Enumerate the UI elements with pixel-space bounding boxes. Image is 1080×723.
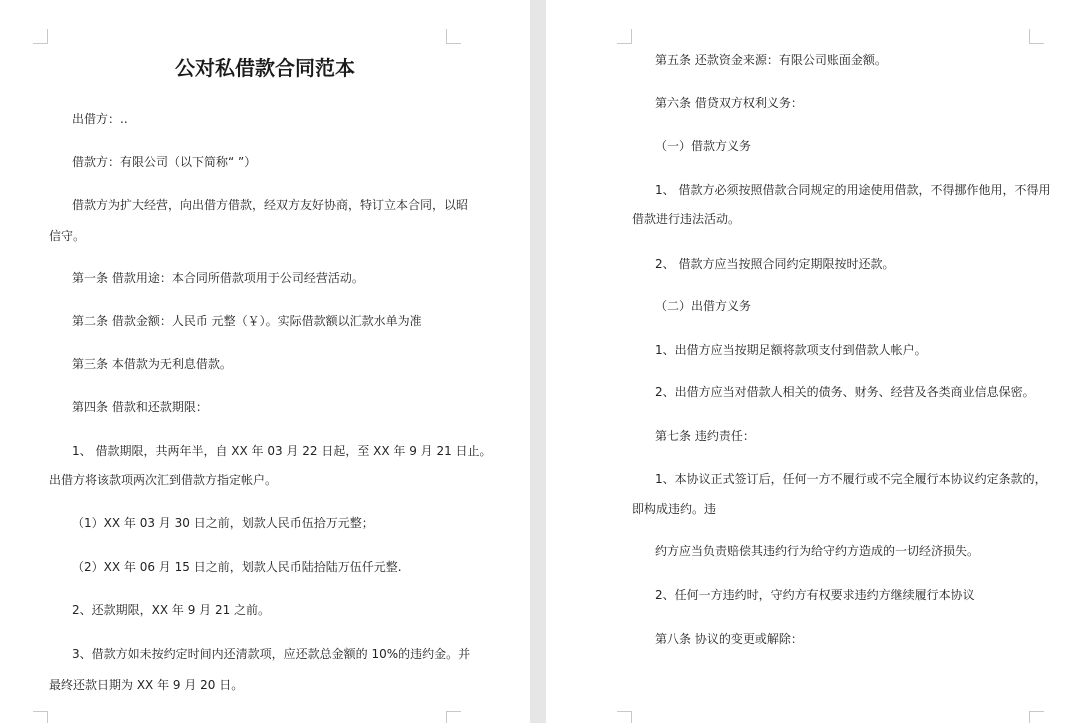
article-8: 第八条 协议的变更或解除： — [655, 632, 803, 646]
corner-mark-top-left — [33, 29, 48, 44]
article-7: 第七条 违约责任： — [655, 429, 755, 443]
borrower-duty-1-line2: 借款进行违法活动。 — [632, 212, 741, 226]
article-2: 第二条 借款金额：人民币 元整（￥）。实际借款额以汇款水单为准 — [72, 314, 422, 328]
breach-item-2: 2、任何一方违约时，守约方有权要求违约方继续履行本协议 — [655, 588, 975, 602]
borrower-duty-heading: （一）借款方义务 — [655, 139, 752, 153]
term-item-2: 2、还款期限，XX 年 9 月 21 之前。 — [72, 603, 271, 617]
term-item-1-line2: 出借方将该款项两次汇到借款方指定帐户。 — [49, 473, 278, 487]
corner-mark-top-right — [446, 29, 461, 44]
term-item-3-line1: 3、借款方如未按约定时间内还清款项，应还款总金额的 10%的违约金。并 — [72, 647, 471, 661]
intro-paragraph-line1: 借款方为扩大经营，向出借方借款，经双方友好协商，特订立本合同，以昭 — [72, 198, 469, 212]
intro-paragraph-line2: 信守。 — [49, 229, 86, 243]
corner-mark-bottom-left — [33, 711, 48, 723]
corner-mark-bottom-left — [617, 711, 632, 723]
borrower-duty-1-line1: 1、 借款方必须按照借款合同规定的用途使用借款，不得挪作他用，不得用 — [655, 183, 1051, 197]
borrower-line: 借款方：有限公司（以下简称“ ”） — [72, 155, 257, 169]
document-title: 公对私借款合同范本 — [175, 56, 355, 80]
article-5: 第五条 还款资金来源：有限公司账面金额。 — [655, 53, 887, 67]
lender-duty-2: 2、出借方应当对借款人相关的债务、财务、经营及各类商业信息保密。 — [655, 385, 1035, 399]
corner-mark-top-right — [1029, 29, 1044, 44]
lender-duty-1: 1、出借方应当按期足额将款项支付到借款人帐户。 — [655, 343, 927, 357]
article-4: 第四条 借款和还款期限： — [72, 400, 208, 414]
term-sub-item-1: （1）XX 年 03 月 30 日之前，划款人民币伍拾万元整； — [72, 516, 374, 530]
breach-item-1-line1: 1、本协议正式签订后，任何一方不履行或不完全履行本协议约定条款的， — [655, 472, 1047, 486]
article-3: 第三条 本借款为无利息借款。 — [72, 357, 232, 371]
article-1: 第一条 借款用途：本合同所借款项用于公司经营活动。 — [72, 271, 364, 285]
corner-mark-bottom-right — [446, 711, 461, 723]
corner-mark-bottom-right — [1029, 711, 1044, 723]
page-right — [546, 0, 1080, 723]
term-sub-item-2: （2）XX 年 06 月 15 日之前，划款人民币陆拾陆万伍仟元整. — [72, 560, 402, 574]
term-item-3-line2: 最终还款日期为 XX 年 9 月 20 日。 — [49, 678, 244, 692]
breach-item-1-line3: 约方应当负责赔偿其违约行为给守约方造成的一切经济损失。 — [655, 544, 980, 558]
article-6: 第六条 借贷双方权利义务： — [655, 96, 803, 110]
lender-duty-heading: （二）出借方义务 — [655, 299, 752, 313]
term-item-1-line1: 1、 借款期限，共两年半，自 XX 年 03 月 22 日起，至 XX 年 9 月 21 日止。 — [72, 444, 492, 458]
lender-line: 出借方：.. — [72, 112, 128, 126]
borrower-duty-2: 2、 借款方应当按照合同约定期限按时还款。 — [655, 257, 895, 271]
corner-mark-top-left — [617, 29, 632, 44]
page-left — [0, 0, 530, 723]
breach-item-1-line2: 即构成违约。违 — [632, 502, 717, 516]
